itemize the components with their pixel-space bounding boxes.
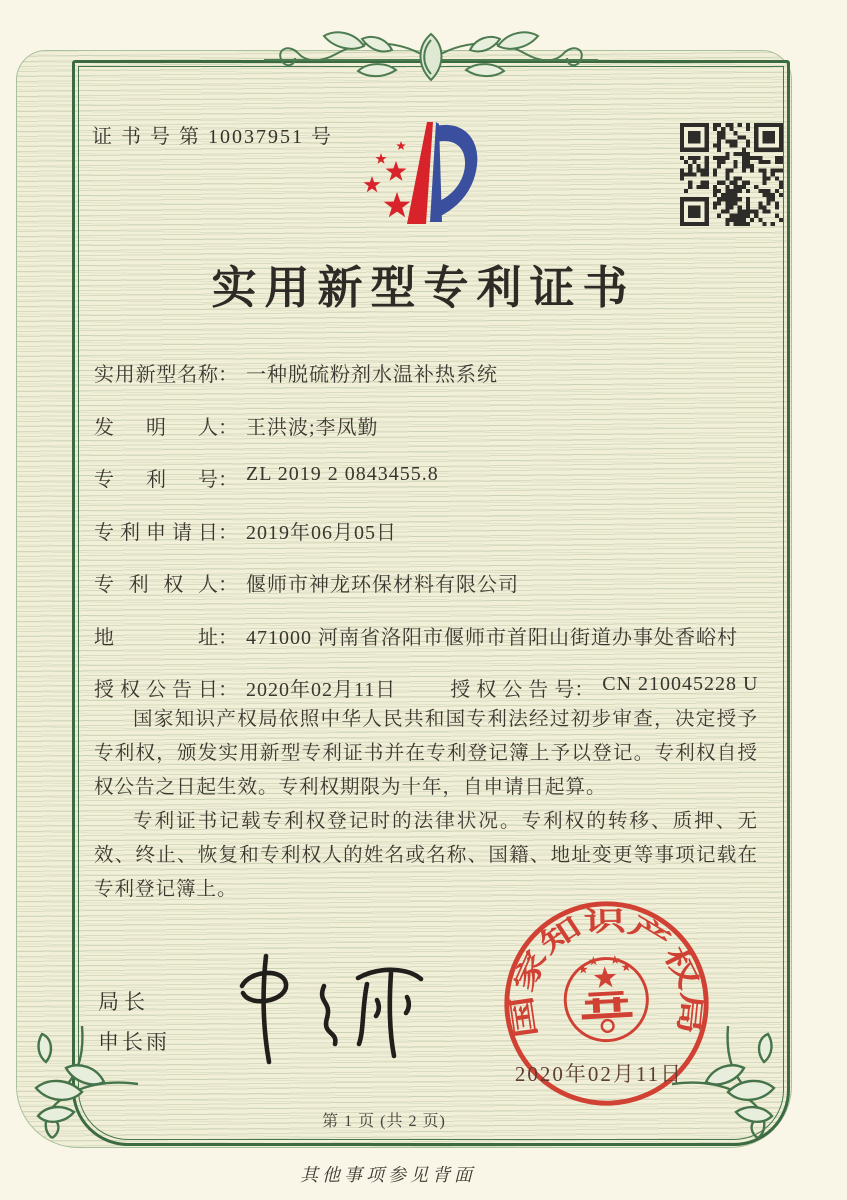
field-label: 实用新型名称: [94, 364, 218, 386]
field-label: 专利权人: [94, 574, 218, 596]
field-value: CN 210045228 U: [602, 673, 759, 695]
field-label: 发明人: [94, 416, 218, 439]
legal-text: [94, 703, 758, 907]
signer-name: 申长雨: [98, 1030, 170, 1054]
field-value: ZL 2019 2 0843455.8: [246, 463, 439, 485]
field-row: 专利号 ： ZL 2019 2 0843455.8: [94, 463, 439, 491]
shen-changyu-signature-icon: [230, 946, 434, 1068]
field-value: 471000 河南省洛阳市偃师市首阳山街道办事处香峪村: [246, 626, 738, 649]
field-row: 发明人 ： 王洪波;李凤勤: [94, 411, 770, 464]
grant-publication-group: 授权公告号 ： CN 210045228 U: [450, 673, 759, 701]
field-row-grant: 授权公告日 ： 2020年02月11日 授权公告号 ： CN 210045228 U: [94, 673, 759, 701]
field-label: 授权公告日: [94, 679, 218, 701]
certificate-number: 证 书 号 第 10037951 号: [92, 126, 333, 148]
field-label: 授权公告号: [450, 679, 575, 701]
legal-paragraph: 专利证书记载专利权登记时的法律状况。专利权的转移、质押、无效、终止、恢复和专利权人的姓名或名称、国籍、地址变更等事项记载在专利登记簿上。: [94, 811, 758, 900]
field-list: [94, 358, 770, 726]
certificate-title: 实用新型专利证书: [211, 263, 636, 313]
field-row: 专利申请日 ： 2019年06月05日: [94, 516, 770, 569]
field-value: 2020年02月11日: [246, 679, 397, 701]
cnipa-patent-logo-icon: [344, 112, 510, 236]
seal-date: 2020年02月11日: [514, 1062, 684, 1086]
field-value: 偃师市神龙环保材料有限公司: [246, 574, 519, 596]
seal-arc-text: 国家知识产权局: [508, 906, 707, 1040]
field-row: 地址 ： 471000 河南省洛阳市偃师市首阳山街道办事处香峪村: [94, 621, 770, 674]
field-value: 一种脱硫粉剂水温补热系统: [246, 364, 498, 386]
signer-title: 局长: [98, 990, 150, 1014]
legal-paragraph: 国家知识产权局依照中华人民共和国专利法经过初步审查，决定授予专利权，颁发实用新型专利证书并在专利登记簿上予以登记。专利权自授权公告之日起生效。专利权期限为十年，自申请日起算。: [94, 709, 758, 798]
field-row: 实用新型名称 ： 一种脱硫粉剂水温补热系统: [94, 358, 770, 411]
back-note: 其他事项参见背面: [300, 1165, 476, 1185]
top-scroll-ornament-icon: [264, 26, 598, 92]
field-label: 专利号: [94, 469, 218, 491]
field-label: 专利申请日: [94, 521, 218, 544]
field-label: 地址: [94, 626, 218, 649]
field-row: 专利权人 ： 偃师市神龙环保材料有限公司: [94, 568, 770, 621]
field-value: 2019年06月05日: [246, 521, 397, 544]
certificate-qr-code-icon: [680, 123, 783, 226]
field-value: 王洪波;李凤勤: [246, 416, 379, 439]
page-number: 第 1 页 (共 2 页): [322, 1113, 446, 1130]
